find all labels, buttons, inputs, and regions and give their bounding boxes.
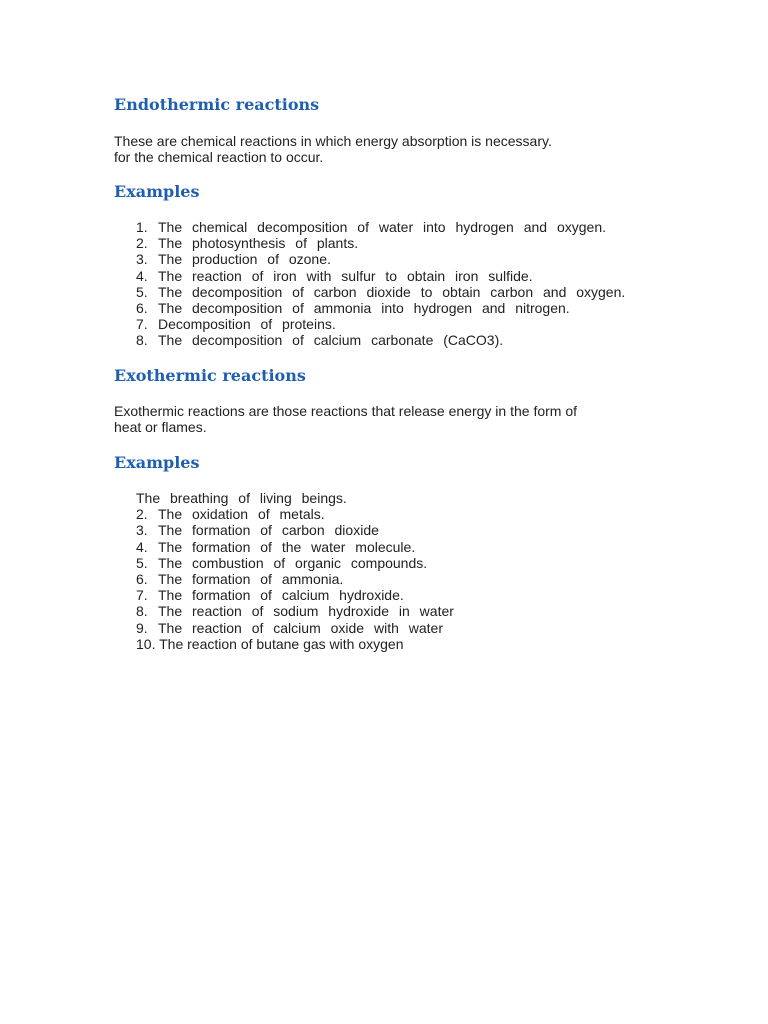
list-item-text: The decomposition of ammonia into hydrogen and nitrogen. [158,300,570,317]
list-item [136,506,454,522]
list-item [136,539,454,555]
list-item-text: The breathing of living beings. [136,490,347,506]
list-item [136,490,454,506]
list-item-number: 7. [136,587,148,604]
list-item-number: 8. [136,332,148,349]
list-item [136,235,625,251]
endothermic-examples-list [136,219,625,349]
exothermic-paragraph-line: heat or flames. [114,419,207,435]
list-item-text: The reaction of sodium hydroxide in water [158,603,454,620]
list-item [136,219,625,235]
list-item-text: The formation of carbon dioxide [158,522,379,539]
endothermic-paragraph-line: These are chemical reactions in which energy absorption is necessary. [114,133,552,149]
list-item [136,571,454,587]
list-item-text: The combustion of organic compounds. [158,554,428,571]
list-item-number: 3. [136,522,148,539]
list-item-text: Decomposition of proteins. [158,316,336,333]
list-item [136,300,625,316]
list-item-number: 8. [136,603,148,620]
exothermic-examples-list [136,490,454,652]
list-item [136,636,454,652]
list-item-text: The reaction of iron with sulfur to obtain iron sulfide. [158,267,533,284]
list-item-text: The decomposition of carbon dioxide to obtain carbon and oxygen. [158,283,626,300]
exothermic-examples-heading: Examples [114,453,200,472]
endothermic-paragraph-line: for the chemical reaction to occur. [114,149,324,165]
exothermic-paragraph [114,403,577,435]
list-item-number: 9. [136,619,148,636]
list-item [136,587,454,603]
list-item-text: The chemical decomposition of water into hydrogen and oxygen. [158,219,607,235]
list-item-number: 10. [136,635,156,652]
list-item-text: The decomposition of calcium carbonate (CaCO3). [158,332,504,349]
list-item-text: The formation of the water molecule. [158,538,416,555]
list-item-number: 4. [136,538,148,555]
list-item [136,522,454,538]
list-item-number: 5. [136,283,148,300]
list-item [136,284,625,300]
list-item [136,603,454,619]
list-item-number: 6. [136,300,148,317]
list-item [136,332,625,348]
list-item-number: 2. [136,235,148,252]
list-item-text: The formation of calcium hydroxide. [158,587,404,604]
endothermic-heading: Endothermic reactions [114,95,320,114]
list-item [136,268,625,284]
exothermic-paragraph-line: Exothermic reactions are those reactions that release energy in the form of [114,403,578,419]
endothermic-paragraph [114,133,552,165]
list-item-text: The formation of ammonia. [158,571,344,588]
exothermic-heading: Exothermic reactions [114,366,306,385]
list-item-number: 1. [136,219,148,235]
list-item [136,555,454,571]
list-item-number: 6. [136,571,148,588]
list-item-text: The oxidation of metals. [158,506,325,523]
list-item-number: 5. [136,554,148,571]
list-item [136,620,454,636]
list-item-text: The reaction of calcium oxide with water [158,619,443,636]
list-item-number: 2. [136,506,148,523]
list-item-text: The reaction of butane gas with oxygen [159,635,404,652]
list-item-number: 3. [136,251,148,268]
list-item-number: 4. [136,267,148,284]
list-item-number: 7. [136,316,148,333]
list-item [136,316,625,332]
list-item [136,251,625,267]
list-item-text: The photosynthesis of plants. [158,235,359,252]
list-item-text: The production of ozone. [158,251,331,268]
endothermic-examples-heading: Examples [114,182,200,201]
